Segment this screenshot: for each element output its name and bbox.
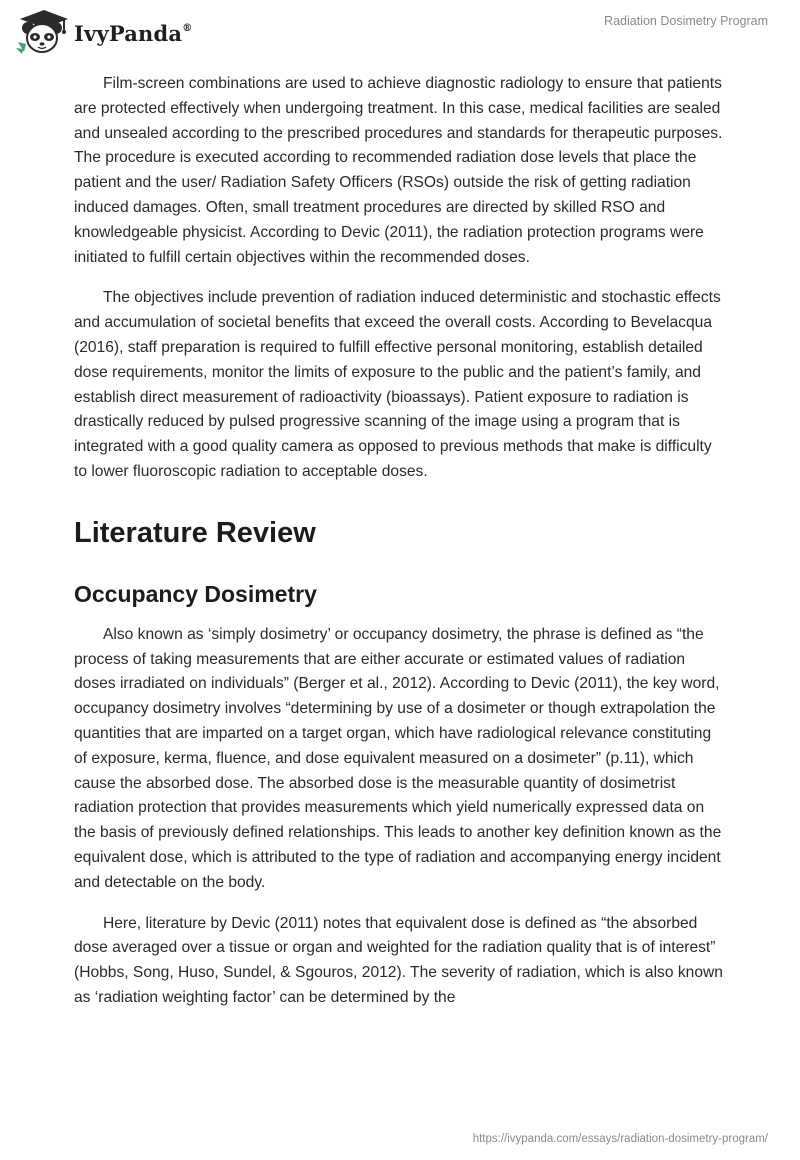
registered-mark: ® <box>182 22 193 34</box>
paragraph-4: Here, literature by Devic (2011) notes that equivalent dose is defined as “the absorbed dose averaged over a tissue or organ and weighted for the radiation quality that is of interest” (Hobbs, Song, Huso, Sundel, & Sgouros, 2012). The severity of radiation, which is also known as ‘radiation weighting factor’ can be determined by the <box>74 914 723 1006</box>
page-footer-url[interactable]: https://ivypanda.com/essays/radiation-dosimetry-program/ <box>472 1133 768 1145</box>
paragraph-2: The objectives include prevention of radiation induced deterministic and stochastic effects and accumulation of societal benefits that exceed the overall costs. According to Bevelacqua (2016), staff preparation is required to fulfill effective personal monitoring, establish detailed dose requirements, monitor the limits of exposure to the public and the patient’s family, and establish direct measurement of radioactivity (bioassays). Patient exposure to radiation is drastically reduced by pulsed progressive scanning of the image using a program that is integrated with a good quality camera as opposed to previous methods that make is difficulty to lower fluoroscopic radiation to acceptable doses. <box>74 289 721 480</box>
paragraph-3: Also known as ‘simply dosimetry’ or occupancy dosimetry, the phrase is defined as “the process of taking measurements that are either accurate or estimated values of radiation doses irradiated on individuals” (Berger et al., 2012). According to Devic (2011), the key word, occupancy dosimetry involves “determining by use of a dosimeter or though extrapolation the quantities that are imparted on a target organ, which have radiological relevance constituting of exposure, kerma, fluence, and dose equivalent measured on a dosimeter” (p.11), which cause the absorbed dose. The absorbed dose is the measurable quantity of dosimetrist radiation protection that provides measurements which yield numerically expressed data on the basis of previously defined relationships. This leads to another key definition known as the equivalent dose, which is attributed to the type of radiation and accompanying energy incident and detectable on the body. <box>74 625 722 891</box>
site-logo[interactable] <box>14 8 192 56</box>
logo-text: IvyPanda® <box>74 20 193 46</box>
subsection-heading-occupancy-dosimetry: Occupancy Dosimetry <box>74 580 317 607</box>
essay-body <box>74 72 724 1027</box>
page-header <box>0 0 800 70</box>
section-heading-literature-review: Literature Review <box>74 516 316 549</box>
document-title: Radiation Dosimetry Program <box>604 14 768 28</box>
panda-graduate-icon <box>14 8 70 56</box>
paragraph-1: Film-screen combinations are used to achieve diagnostic radiology to ensure that patients are protected effectively when undergoing treatment. In this case, medical facilities are sealed and unsealed according to the prescribed procedures and standards for therapeutic purposes. The procedure is executed according to recommended radiation dose levels that place the patient and the user/ Radiation Safety Officers (RSOs) outside the risk of getting radiation induced damages. Often, small treatment procedures are directed by skilled RSO and knowledgeable physicist. According to Devic (2011), the radiation protection programs were initiated to fulfill certain objectives within the recommended doses. <box>74 75 723 266</box>
